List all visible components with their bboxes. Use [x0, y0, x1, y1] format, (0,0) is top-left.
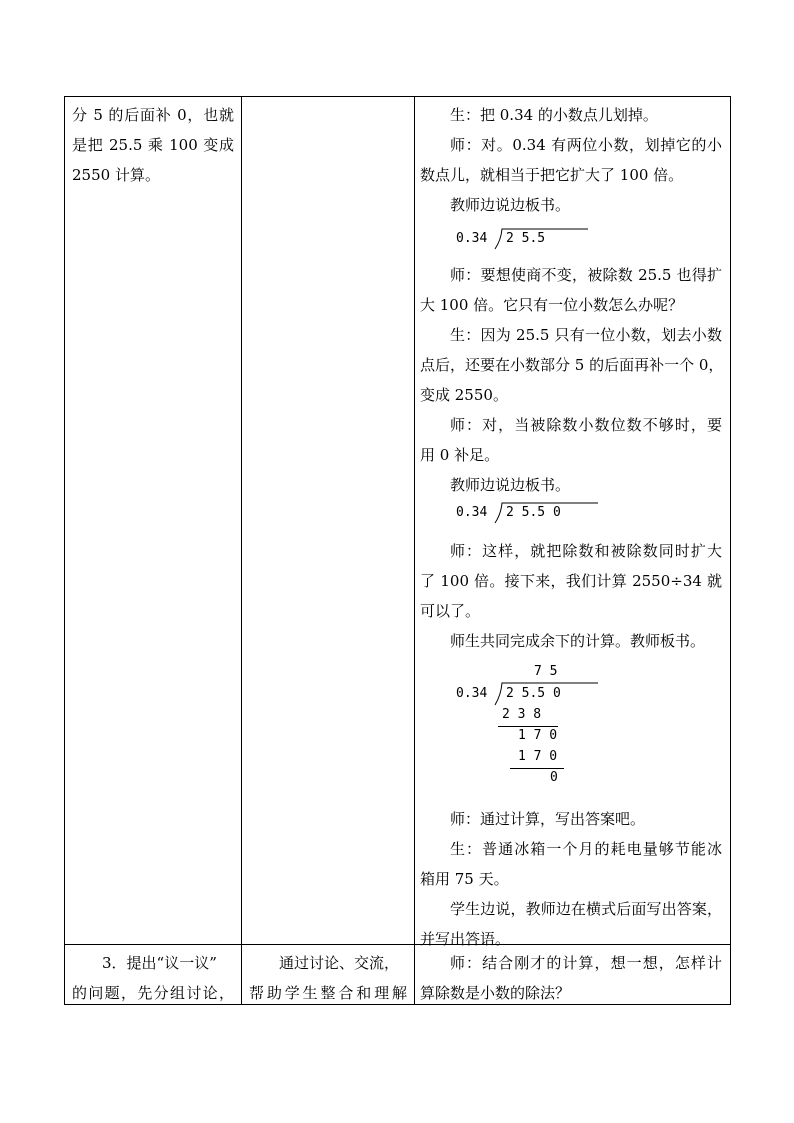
- subtraction-rule: [510, 768, 564, 769]
- teacher-line: 师：结合刚才的计算，想一想，怎样计: [450, 954, 722, 972]
- teacher-line: 用 0 补足。: [420, 446, 500, 464]
- row2-col1-line: 的问题，先分组讨论，: [72, 984, 234, 1002]
- student-line: 箱用 75 天。: [420, 870, 509, 888]
- teacher-line: 数点儿，就相当于把它扩大了 100 倍。: [420, 166, 684, 184]
- teacher-line: 师：对。0.34 有两位小数，划掉它的小: [450, 136, 722, 154]
- subtraction-rule: [498, 726, 558, 727]
- student-line: 点后，还要在小数部分 5 的后面再补一个 0，: [420, 356, 724, 374]
- teacher-line: 师：对，当被除数小数位数不够时，要: [450, 416, 722, 434]
- teacher-line: 师：通过计算，写出答案吧。: [450, 810, 646, 828]
- note-line: 并写出答语。: [420, 930, 511, 948]
- divisor: 0.34: [456, 686, 488, 701]
- table-top-border: [64, 96, 731, 97]
- row2-col2-line: 帮助学生整合和理解: [249, 984, 407, 1002]
- student-line: 生：把 0.34 的小数点儿划掉。: [450, 106, 658, 124]
- table-left-border: [64, 96, 65, 1005]
- row1-col1-cell: [72, 100, 234, 190]
- row1-col1-line: 是把 25.5 乘 100 变成: [72, 136, 234, 154]
- board-note: 教师边说边板书。: [450, 476, 571, 494]
- subtraction-step: 1 7 0: [518, 728, 558, 743]
- board-note: 师生共同完成余下的计算。教师板书。: [450, 632, 706, 650]
- note-line: 学生边说，教师边在横式后面写出答案，: [450, 900, 722, 918]
- teacher-line: 师：这样，就把除数和被除数同时扩大: [450, 542, 722, 560]
- divisor: 0.34: [456, 505, 488, 520]
- quotient: 7 5: [534, 664, 558, 679]
- row1-col3-cell-middle: [420, 260, 722, 500]
- board-division-1: [456, 228, 566, 250]
- row1-col1-line: 2550 计算。: [72, 166, 160, 184]
- col-divider-2: [414, 96, 415, 1005]
- teacher-line: 了 100 倍。接下来，我们计算 2550÷34 就: [420, 572, 722, 590]
- teacher-line: 师：要想使商不变，被除数 25.5 也得扩: [450, 266, 722, 284]
- remainder: 0: [550, 770, 558, 785]
- row2-col2-cell: [249, 948, 407, 1008]
- board-division-2: [456, 502, 576, 524]
- row1-col3-cell-lower: [420, 536, 722, 656]
- student-line: 生：因为 25.5 只有一位小数，划去小数: [450, 326, 722, 344]
- row2-col3-cell: [420, 948, 722, 1008]
- table-right-border: [730, 96, 731, 1005]
- col-divider-1: [241, 96, 242, 1005]
- row2-col1-line: 3．提出“议一议”: [102, 954, 217, 972]
- row1-col3-cell-bottom: [420, 804, 722, 954]
- dividend: 2 5.5 0: [506, 505, 561, 520]
- dividend: 2 5.5: [506, 231, 546, 246]
- row1-col1-line: 分 5 的后面补 0，也就: [72, 106, 234, 124]
- teacher-line: 大 100 倍。它只有一位小数怎么办呢？: [420, 296, 684, 314]
- subtraction-step: 1 7 0: [518, 749, 558, 764]
- long-division: [456, 664, 596, 790]
- row1-col3-cell: [420, 100, 722, 220]
- student-line: 生：普通冰箱一个月的耗电量够节能冰: [450, 840, 722, 858]
- teacher-line: 算除数是小数的除法？: [420, 984, 571, 1002]
- subtraction-step: 2 3 8: [502, 707, 542, 722]
- row2-col2-line: 通过讨论、交流，: [279, 954, 400, 972]
- divisor: 0.34: [456, 231, 488, 246]
- board-note: 教师边说边板书。: [450, 196, 571, 214]
- teacher-line: 可以了。: [420, 602, 481, 620]
- student-line: 变成 2550。: [420, 386, 508, 404]
- dividend: 2 5.5 0: [506, 686, 561, 701]
- row2-col1-cell: [72, 948, 234, 1008]
